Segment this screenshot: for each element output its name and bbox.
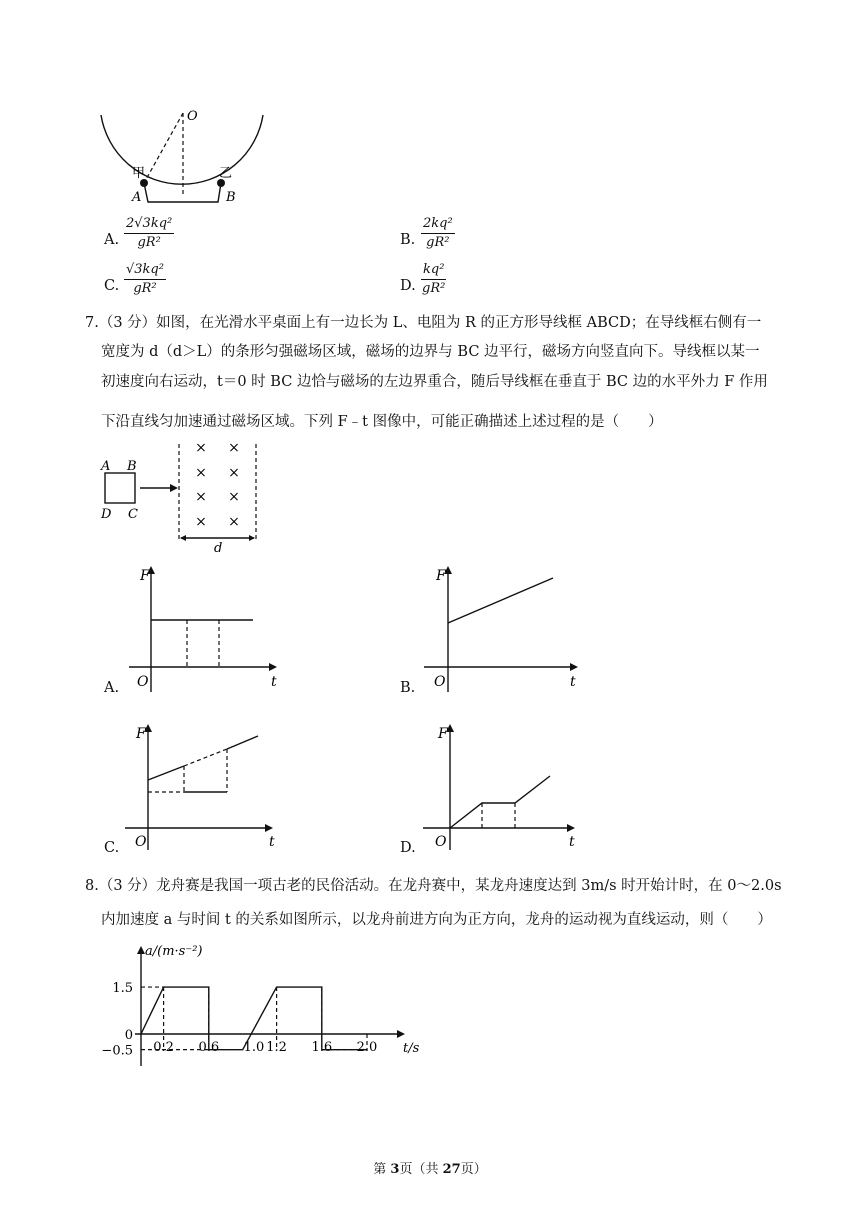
q6-option-c-letter: C. xyxy=(104,278,120,294)
cross-mark: × xyxy=(195,440,207,456)
fraction-numerator: √3kq² xyxy=(124,262,166,280)
q7-option-b-label: B. xyxy=(400,680,416,696)
q7-graph-c xyxy=(95,718,295,860)
force-line xyxy=(450,776,550,828)
fraction-numerator: 2√3kq² xyxy=(124,216,174,234)
cross-mark: × xyxy=(228,489,240,505)
fraction-denominator: gR² xyxy=(133,281,157,296)
q6-option-a-letter: A. xyxy=(104,232,120,248)
footer-total-pages: 27 xyxy=(442,1162,461,1177)
radius-oa xyxy=(144,113,183,183)
x-axis-label: t/s xyxy=(403,1041,420,1056)
label-o: O xyxy=(187,109,198,124)
cross-mark: × xyxy=(228,465,240,481)
q8-acceleration-chart xyxy=(95,938,435,1078)
q7-option-a-label: A. xyxy=(104,680,120,696)
origin-label: O xyxy=(135,834,147,850)
q6-figure xyxy=(95,105,270,205)
x-axis-arrow xyxy=(265,824,273,832)
y-axis-label: F xyxy=(438,726,448,742)
footer-mid: 页（共 xyxy=(399,1162,443,1177)
q8-line-2: 内加速度 a 与时间 t 的关系如图所示，以龙舟前进方向为正方向，龙舟的运动视为直线运动，则（ ） xyxy=(101,912,772,928)
q7-graph-b xyxy=(390,560,590,702)
q7-line-3: 初速度向右运动，t＝0 时 BC 边恰与磁场的左边界重合，随后导线框在垂直于 BC 边的水平外力 F 作用 xyxy=(101,374,768,390)
label-jia: 甲 xyxy=(132,166,146,181)
origin-label: O xyxy=(434,674,446,690)
x-tick-label: 2.0 xyxy=(356,1040,378,1055)
x-tick-label: 0.6 xyxy=(198,1040,220,1055)
y-axis-label: F xyxy=(436,568,446,584)
label-b: B xyxy=(226,190,236,205)
y-tick-label: −0.5 xyxy=(101,1043,133,1059)
x-axis-label: t xyxy=(269,834,275,850)
force-line-after xyxy=(227,736,258,749)
y-axis-arrow xyxy=(137,946,145,954)
q6-option-d-fraction xyxy=(421,262,446,297)
force-line-before xyxy=(148,766,184,780)
label-a: A xyxy=(132,190,142,205)
cross-mark: × xyxy=(195,514,207,530)
q7-graph-d xyxy=(395,718,595,860)
dimension-arrow-left xyxy=(180,535,186,541)
y-axis-label: F xyxy=(136,726,146,742)
origin-label: O xyxy=(137,674,149,690)
footer-page-number: 3 xyxy=(390,1162,400,1177)
cross-mark: × xyxy=(195,489,207,505)
force-line-extension xyxy=(184,749,227,766)
fraction-numerator: 2kq² xyxy=(421,216,455,234)
q7-line-1: 7.（3 分）如图，在光滑水平桌面上有一边长为 L、电阻为 R 的正方形导线框 ABCD；在导线框右侧有一 xyxy=(85,315,762,331)
width-label-d: d xyxy=(214,541,223,555)
x-axis-arrow xyxy=(397,1030,405,1038)
q6-option-d-letter: D. xyxy=(400,278,416,294)
corner-b: B xyxy=(127,459,137,474)
velocity-arrowhead xyxy=(170,484,178,492)
x-axis-label: t xyxy=(271,674,277,690)
q7-line-4: 下沿直线匀加速通过磁场区域。下列 F﹣t 图像中，可能正确描述上述过程的是（ ） xyxy=(101,414,663,430)
x-axis-arrow xyxy=(269,663,277,671)
q8-line-1: 8.（3 分）龙舟赛是我国一项古老的民俗活动。在龙舟赛中，某龙舟速度达到 3m/s 时开始计时，在 0～2.0s xyxy=(85,878,782,894)
x-axis-label: t xyxy=(570,674,576,690)
x-axis-arrow xyxy=(567,824,575,832)
y-axis-label: a/(m·s⁻²) xyxy=(145,944,203,959)
fraction-denominator: gR² xyxy=(426,235,450,250)
fraction-denominator: gR² xyxy=(137,235,161,250)
q6-option-b-fraction xyxy=(421,216,455,251)
fraction-numerator: kq² xyxy=(421,262,446,280)
wire-frame-abcd xyxy=(105,473,135,503)
q6-option-b-letter: B. xyxy=(400,232,416,248)
q6-option-c-fraction xyxy=(124,262,166,297)
corner-c: C xyxy=(128,507,138,522)
q7-option-d-label: D. xyxy=(400,840,416,856)
origin-label: O xyxy=(435,834,447,850)
force-line xyxy=(448,578,553,623)
cross-mark: × xyxy=(195,465,207,481)
x-axis-arrow xyxy=(570,663,578,671)
x-tick-label: 1.0 xyxy=(243,1040,265,1055)
y-axis-label: F xyxy=(140,568,150,584)
q7-graph-a xyxy=(95,560,295,702)
corner-d: D xyxy=(101,507,112,522)
label-yi: 乙 xyxy=(219,166,233,181)
q7-option-c-label: C. xyxy=(104,840,120,856)
cross-mark: × xyxy=(228,440,240,456)
dimension-arrow-right xyxy=(249,535,255,541)
footer-prefix: 第 xyxy=(373,1162,391,1177)
magnetic-field-crosses xyxy=(195,440,240,530)
y-tick-label: 0 xyxy=(124,1028,133,1043)
x-tick-label: 0.2 xyxy=(153,1040,174,1055)
q6-option-a-fraction xyxy=(124,216,174,251)
cross-mark: × xyxy=(228,514,240,530)
y-tick-label: 1.5 xyxy=(112,981,133,997)
x-tick-label: 1.6 xyxy=(311,1040,333,1055)
footer-suffix: 页） xyxy=(460,1162,487,1177)
q7-line-2: 宽度为 d（d＞L）的条形匀强磁场区域，磁场的边界与 BC 边平行，磁场方向竖直向下。导线框以某一 xyxy=(101,344,760,360)
q7-setup-figure xyxy=(98,440,268,555)
fraction-denominator: gR² xyxy=(422,281,446,296)
x-axis-label: t xyxy=(569,834,575,850)
page-footer xyxy=(0,1158,860,1177)
bowl-arc xyxy=(101,115,263,184)
x-tick-label: 1.2 xyxy=(266,1040,287,1055)
corner-a: A xyxy=(101,459,111,474)
